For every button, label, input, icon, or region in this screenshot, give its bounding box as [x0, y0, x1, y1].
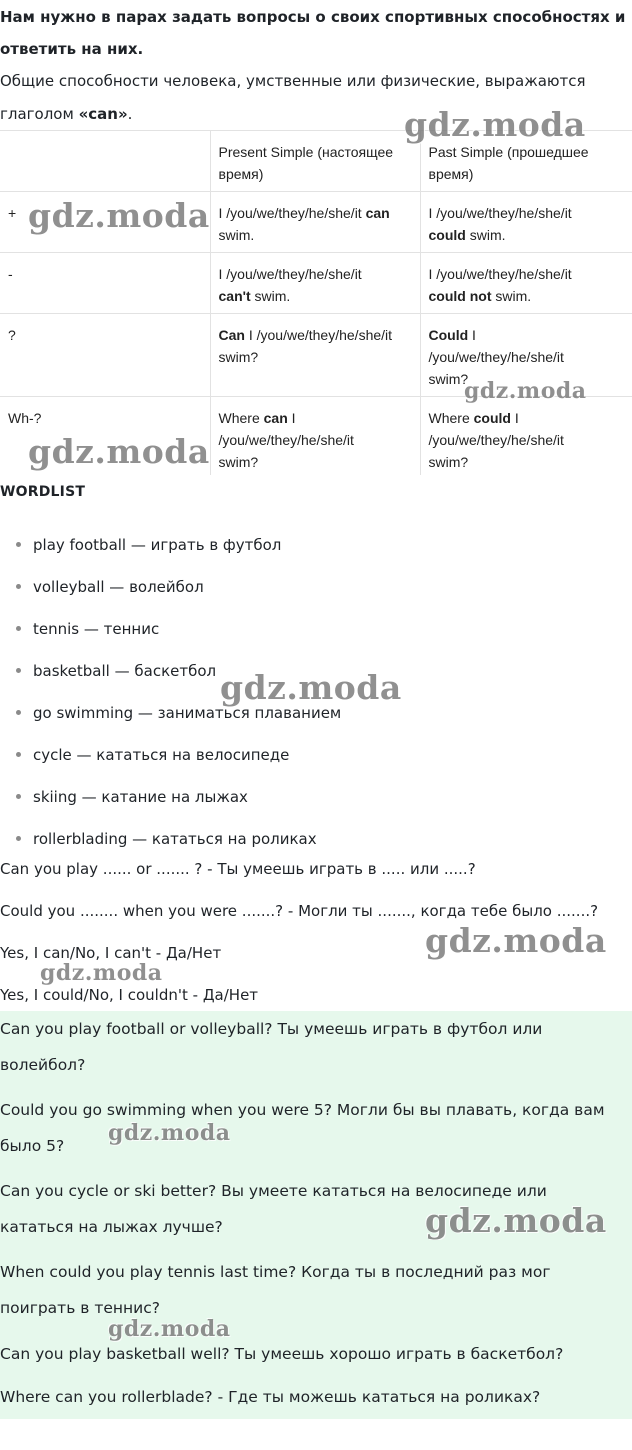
- bullet-icon: [16, 668, 21, 673]
- cell-present-wh-question: Where can I /you/we/they/he/she/it swim?: [210, 397, 420, 476]
- list-item: [0, 732, 341, 774]
- watermark: gdz.moda: [404, 105, 586, 144]
- pattern-can-answer: Yes, I can/No, I can't - Да/Нет: [0, 944, 222, 962]
- watermark: gdz.moda: [40, 960, 163, 986]
- intro-can-word: «can»: [78, 105, 128, 123]
- table-row: [0, 253, 632, 314]
- watermark: gdz.moda: [108, 1316, 231, 1342]
- intro-text-suffix: .: [127, 105, 133, 123]
- bullet-icon: [16, 542, 21, 547]
- answer-2-line-1: Could you go swimming when you were 5? Могли бы вы плавать, когда вам: [0, 1101, 605, 1119]
- table-header-past: Past Simple (прошедшее время): [420, 131, 632, 192]
- intro-text-line-1: Общие способности человека, умственные или физические, выражаются: [0, 72, 586, 90]
- answer-6-line-1: Where can you rollerblade? - Где ты можешь кататься на роликах?: [0, 1388, 541, 1406]
- row-label-question: ?: [0, 314, 210, 397]
- cell-present-question: Can I /you/we/they/he/she/it swim?: [210, 314, 420, 397]
- table-header-present: Present Simple (настоящее время): [210, 131, 420, 192]
- row-label-affirmative: +: [0, 192, 210, 253]
- answer-4-line-1: When could you play tennis last time? Когда ты в последний раз мог: [0, 1263, 551, 1281]
- wordlist-title: WORDLIST: [0, 484, 86, 500]
- bullet-icon: [16, 710, 21, 715]
- pattern-could-question: Could you ........ when you were .......? - Могли ты ......., когда тебе было .......?: [0, 902, 599, 920]
- intro-text-line-2: [0, 97, 132, 132]
- intro-text-prefix: глаголом: [0, 105, 79, 123]
- intro-heading-line-2: ответить на них.: [0, 40, 144, 58]
- watermark: gdz.moda: [108, 1120, 231, 1146]
- answer-3-line-2: кататься на лыжах лучше?: [0, 1218, 223, 1236]
- bullet-icon: [16, 626, 21, 631]
- bullet-icon: [16, 836, 21, 841]
- word-entry: play football — играть в футбол: [33, 536, 282, 554]
- word-entry: rollerblading — кататься на роликах: [33, 830, 317, 848]
- watermark: gdz.moda: [28, 196, 210, 235]
- bullet-icon: [16, 584, 21, 589]
- watermark: gdz.moda: [220, 668, 402, 707]
- bullet-icon: [16, 752, 21, 757]
- list-item: [0, 774, 341, 816]
- word-entry: volleyball — волейбол: [33, 578, 204, 596]
- cell-present-negative: I /you/we/they/he/she/it can't swim.: [210, 253, 420, 314]
- table-header-empty: [0, 131, 210, 192]
- answer-3-line-1: Can you cycle or ski better? Вы умеете кататься на велосипеде или: [0, 1182, 547, 1200]
- watermark: gdz.moda: [425, 1201, 607, 1240]
- answer-1-line-1: Can you play football or volleyball? Ты умеешь играть в футбол или: [0, 1020, 543, 1038]
- answer-4-line-2: поиграть в теннис?: [0, 1299, 160, 1317]
- word-entry: skiing — катание на лыжах: [33, 788, 248, 806]
- answer-5-line-1: Can you play basketball well? Ты умеешь хорошо играть в баскетбол?: [0, 1345, 564, 1363]
- pattern-could-answer: Yes, I could/No, I couldn't - Да/Нет: [0, 986, 259, 1004]
- watermark: gdz.moda: [425, 921, 607, 960]
- watermark: gdz.moda: [28, 432, 210, 471]
- row-label-wh-question: Wh-?: [0, 397, 210, 476]
- cell-past-negative: I /you/we/they/he/she/it could not swim.: [420, 253, 632, 314]
- list-item: [0, 522, 341, 564]
- answer-1-line-2: волейбол?: [0, 1056, 86, 1074]
- pattern-can-question: Can you play ...... or ....... ? - Ты умеешь играть в ..... или .....?: [0, 860, 476, 878]
- word-entry: cycle — кататься на велосипеде: [33, 746, 290, 764]
- word-entry: tennis — теннис: [33, 620, 160, 638]
- word-entry: basketball — баскетбол: [33, 662, 217, 680]
- cell-past-wh-question: Where could I /you/we/they/he/she/it swim?: [420, 397, 632, 476]
- word-entry: go swimming — заниматься плаванием: [33, 704, 342, 722]
- list-item: [0, 564, 341, 606]
- answer-2-line-2: было 5?: [0, 1137, 65, 1155]
- watermark: gdz.moda: [464, 378, 587, 404]
- cell-past-affirmative: I /you/we/they/he/she/it could swim.: [420, 192, 632, 253]
- intro-heading-line-1: Нам нужно в парах задать вопросы о своих спортивных способностях и: [0, 8, 626, 26]
- cell-past-question: Could I /you/we/they/he/she/it swim?: [420, 314, 632, 397]
- grammar-table: [0, 130, 632, 475]
- cell-present-affirmative: I /you/we/they/he/she/it can swim.: [210, 192, 420, 253]
- list-item: [0, 606, 341, 648]
- bullet-icon: [16, 794, 21, 799]
- row-label-negative: -: [0, 253, 210, 314]
